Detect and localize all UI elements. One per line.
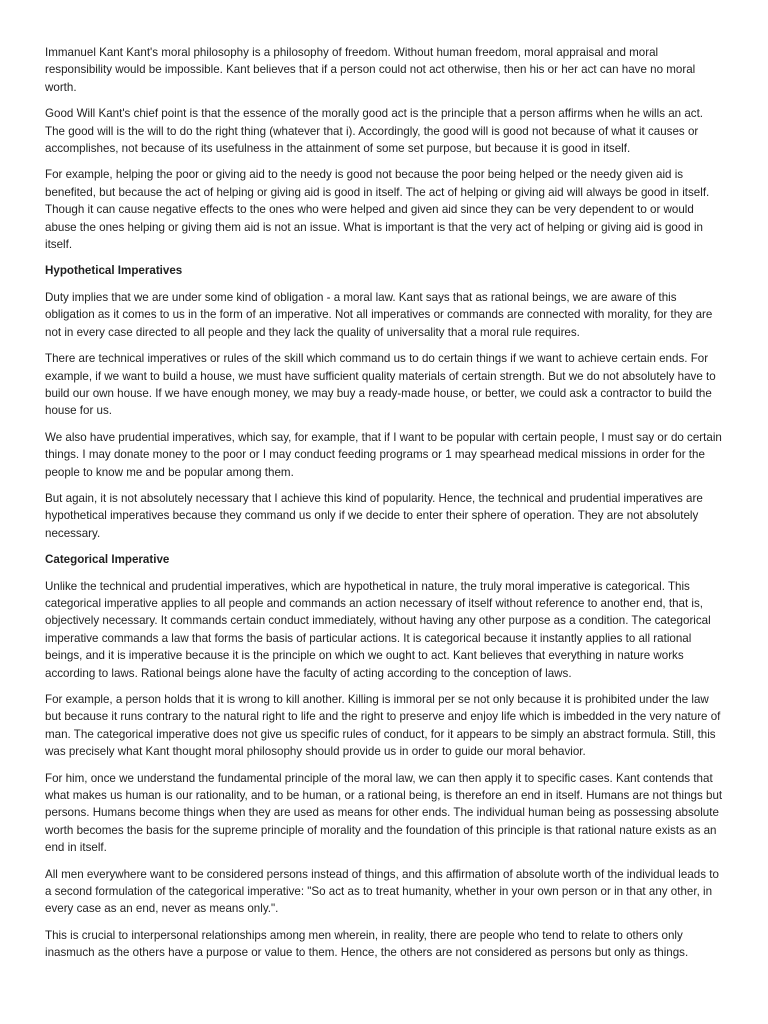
paragraph-helping-example: For example, helping the poor or giving aid to the needy is good not because the poor being helped or the needy given aid is benefited, but because the act of helping or giving aid is good in itself. The act of helping or giving aid will always be good in itself. Though it can cause negative effects to the ones who were helped and given aid since they can be very dependent to or would abuse the ones helping or giving them aid is not an issue. What is important is that the very act of helping or giving aid is good in itself.: [45, 168, 710, 252]
heading-categorical-imperative: Categorical Imperative: [45, 553, 170, 567]
paragraph-prudential-imperatives: We also have prudential imperatives, which say, for example, that if I want to be popular with certain people, I must say or do certain things. I may donate money to the poor or I may conduct feeding programs or 1 may spearhead medical missions in order for the people to know me and be popular among them.: [45, 430, 722, 479]
paragraph-technical-imperatives: There are technical imperatives or rules of the skill which command us to do certain things if we want to achieve certain ends. For example, if we want to build a house, we must have sufficient quality materials of certain strength. But we do not absolutely have to build our own house. If we have enough money, we may buy a ready-made house, or better, we could ask a contractor to build the house for us.: [45, 352, 716, 418]
document-page: [45, 44, 725, 971]
paragraph-interpersonal: This is crucial to interpersonal relationships among men wherein, in reality, there are people who tend to relate to others only inasmuch as the others have a purpose or value to them. Hence, the others are not considered as persons but only as things.: [45, 928, 689, 960]
paragraph-killing-example: For example, a person holds that it is wrong to kill another. Killing is immoral per se not only because it is prohibited under the law but because it runs contrary to the natural right to life and the right to preserve and enjoy life which is imbedded in the very nature of man. The categorical imperative does not give us specific rules of conduct, for it appears to be simply an abstract formula. Still, this was precisely what Kant thought moral philosophy should provide us in order to guide our moral behavior.: [45, 693, 721, 759]
paragraph-intro: Immanuel Kant Kant's moral philosophy is a philosophy of freedom. Without human freedom, moral appraisal and moral responsibility would be impossible. Kant believes that if a person could not act otherwise, then his or her act can have no moral worth.: [45, 46, 696, 94]
heading-hypothetical-imperatives: Hypothetical Imperatives: [45, 264, 183, 278]
paragraph-rationality: For him, once we understand the fundamental principle of the moral law, we can then apply it to specific cases. Kant contends that what makes us human is our rationality, and to be human, or a rational being, is therefore an end in itself. Humans are not things but persons. Humans become things when they are used as means for other ends. The individual human being as possessing absolute worth becomes the basis for the supreme principle of morality and the foundation of this principle is that rational nature exists as an end in itself.: [45, 771, 723, 855]
paragraph-categorical: Unlike the technical and prudential imperatives, which are hypothetical in nature, the truly moral imperative is categorical. This categorical imperative applies to all people and commands an action necessary of itself without reference to another end, that is, objectively necessary. It commands certain conduct immediately, without having any other purpose as a condition. The categorical imperative commands a law that forms the basis of particular actions. It is categorical because it instantly applies to all rational beings, and it is imperative because it is the principle on which we ought to act. Kant believes that everything in nature works according to laws. Rational beings alone have the faculty of acting according to the conception of laws.: [45, 579, 711, 680]
paragraph-popularity: But again, it is not absolutely necessary that I achieve this kind of popularity. Hence, the technical and prudential imperatives are hypothetical imperatives because they command us only if we decide to enter their sphere of operation. They are not absolutely necessary.: [45, 491, 703, 540]
paragraph-duty: Duty implies that we are under some kind of obligation - a moral law. Kant says that as rational beings, we are aware of this obligation as it comes to us in the form of an imperative. Not all imperatives or commands are connected with morality, for they are not in every case directed to all people and they lack the quality of universality that a moral rule requires.: [45, 290, 713, 339]
paragraph-second-formulation: All men everywhere want to be considered persons instead of things, and this affirmation of absolute worth of the individual leads to a second formulation of the categorical imperative: "So act as to treat humanity, whether in your own person or in that any other, in every case as an end, never as means only.".: [45, 867, 719, 916]
paragraph-good-will: Good Will Kant's chief point is that the essence of the morally good act is the principle that a person affirms when he wills an act. The good will is the will to do the right thing (whatever that i). Accordingly, the good will is good not because of what it causes or accomplishes, not because of its usefulness in the attainment of some set purpose, but because it is good in itself.: [45, 107, 704, 156]
